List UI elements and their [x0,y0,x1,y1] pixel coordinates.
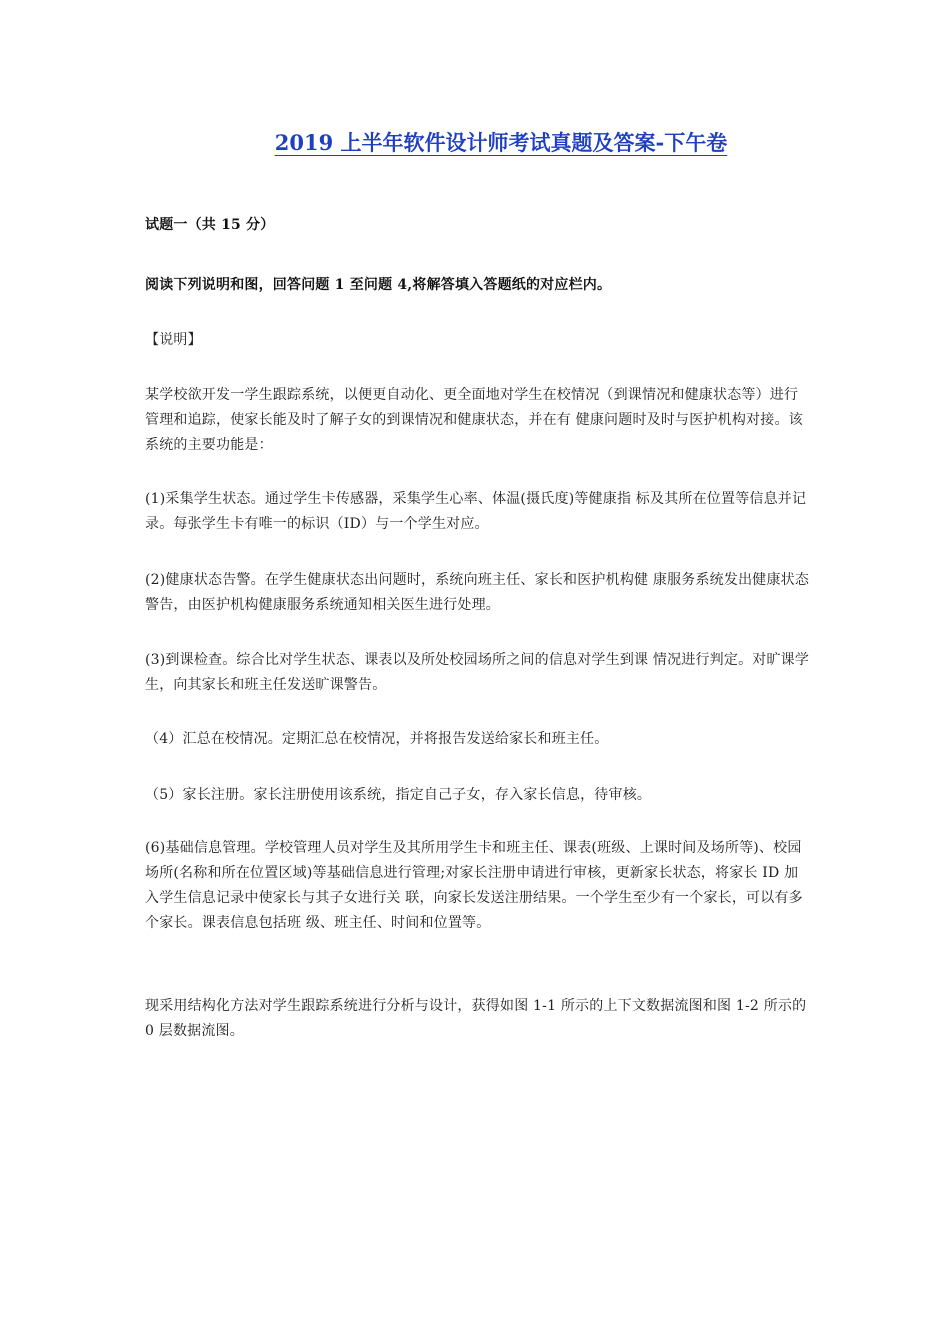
paragraph-item-4: （4）汇总在校情况。定期汇总在校情况，并将报告发送给家长和班主任。 [145,731,609,747]
paragraph-item-1: (1)采集学生状态。通过学生卡传感器，采集学生心率、体温(摄氏度)等健康指 标及其所在位置等信息并记录。每张学生卡有唯一的标识（ID）与一个学生对应。 [145,491,807,532]
paragraph-item-6: (6)基础信息管理。学校管理人员对学生及其所用学生卡和班主任、课表(班级、上课时间及场所等)、校园场所(名称和所在位置区域)等基础信息进行管理;对家长注册申请进行审核，更新家长状态，将家长 ID 加入学生信息记录中使家长与其子女进行关 联，向家长发送注册结果。一个学生至少有一个家长，可以有多个家长。课表信息包括班 级、班主任、时间和位置等。 [145,840,803,931]
document-title-text[interactable]: 2019 上半年软件设计师考试真题及答案-下午卷 [274,130,728,155]
document-title[interactable] [0,126,950,160]
instruction-text: 阅读下列说明和图，回答问题 1 至问题 4,将解答填入答题纸的对应栏内。 [145,277,612,293]
document-title-link[interactable] [223,130,727,155]
paragraph-intro: 某学校欲开发一学生跟踪系统，以便更自动化、更全面地对学生在校情况（到课情况和健康状态等）进行管理和追踪，使家长能及时了解子女的到课情况和健康状态，并在有 健康问题时及时与医护机构对接。该系统的主要功能是： [145,387,803,453]
paragraph-item-3: (3)到课检查。综合比对学生状态、课表以及所处校园场所之间的信息对学生到课 情况进行判定。对旷课学生，向其家长和班主任发送旷课警告。 [145,652,810,693]
paragraph-item-5: （5）家长注册。家长注册使用该系统，指定自己子女，存入家长信息，待审核。 [145,787,652,803]
section-heading: 试题一（共 15 分） [145,217,275,233]
note-label: 【说明】 [145,332,202,348]
paragraph-item-2: (2)健康状态告警。在学生健康状态出问题时，系统向班主任、家长和医护机构健 康服务系统发出健康状态警告，由医护机构健康服务系统通知相关医生进行处理。 [145,572,810,613]
paragraph-conclusion: 现采用结构化方法对学生跟踪系统进行分析与设计，获得如图 1-1 所示的上下文数据流图和图 1-2 所示的 0 层数据流图。 [145,998,807,1039]
